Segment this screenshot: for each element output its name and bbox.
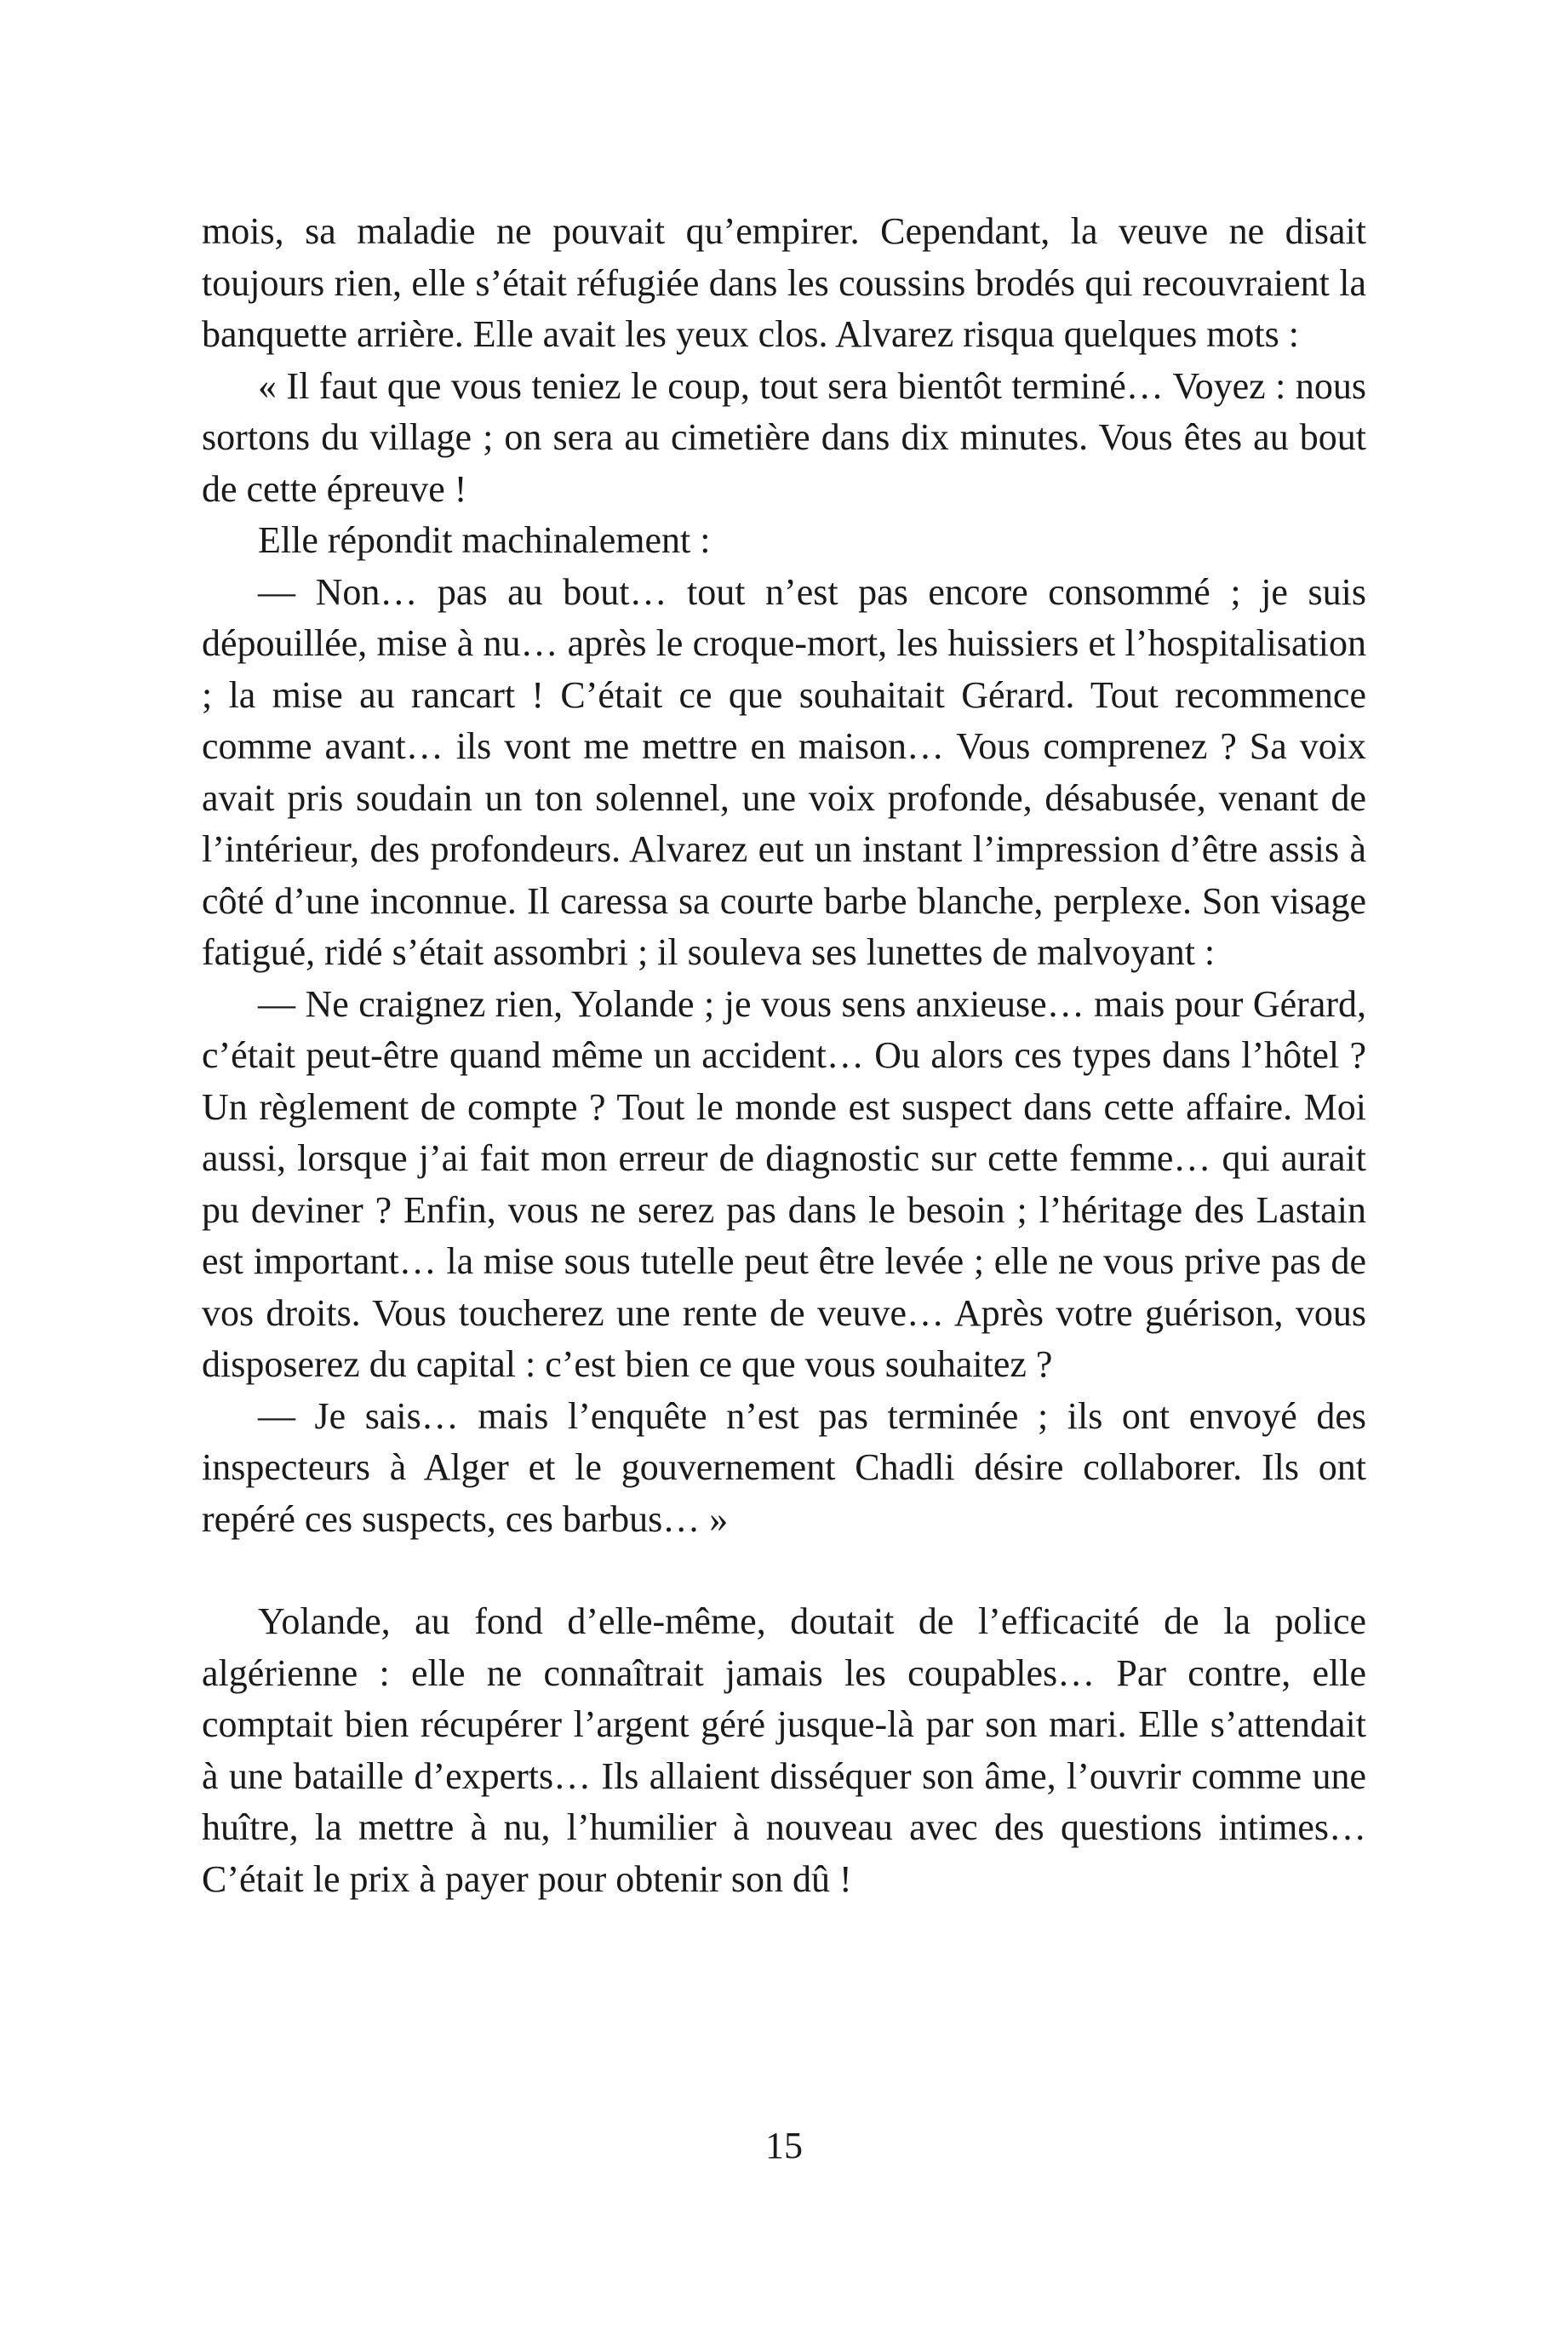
- paragraph-narration: Yolande, au fond d’elle-même, doutait de l’efficacité de la police algérienne : elle ne connaîtrait jamais les coupables… Par contre, elle comptait bien récupérer l’argent géré jusque-là par son mari. Elle s’attendait à une bataille d’experts… Ils allaient disséquer son âme, l’ouvrir comme une huître, la mettre à nu, l’humilier à nouveau avec des questions intimes… C’était le prix à payer pour obtenir son dû !: [202, 1600, 1366, 1900]
- section-break: [202, 1545, 1366, 1596]
- paragraph-dialogue: — Non… pas au bout… tout n’est pas encore consommé ; je suis dépouillée, mise à nu… après le croque-mort, les huissiers et l’hospitalisation ; la mise au rancart ! C’était ce que souhaitait Gérard. Tout recommence comme avant… ils vont me mettre en maison… Vous comprenez ? Sa voix avait pris soudain un ton solennel, une voix profonde, désabusée, venant de l’intérieur, des profondeurs. Alvarez eut un instant l’impression d’être assis à côté d’une inconnue. Il caressa sa courte barbe blanche, perplexe. Son visage fatigué, ridé s’était assombri ; il souleva ses lunettes de malvoyant :: [202, 570, 1366, 973]
- paragraph-dialogue: — Ne craignez rien, Yolande ; je vous sens anxieuse… mais pour Gérard, c’était peut-être quand même un accident… Ou alors ces types dans l’hôtel ? Un règlement de compte ? Tout le monde est suspect dans cette affaire. Moi aussi, lorsque j’ai fait mon erreur de diagnostic sur cette femme… qui aurait pu deviner ? Enfin, vous ne serez pas dans le besoin ; l’héritage des Lastain est important… la mise sous tutelle peut être levée ; elle ne vous prive pas de vos droits. Vous toucherez une rente de veuve… Après votre guérison, vous disposerez du capital : c’est bien ce que vous souhaitez ?: [202, 982, 1366, 1385]
- body-text: [202, 206, 1366, 1905]
- paragraph-narration: Elle répondit machinalement :: [258, 519, 711, 561]
- paragraph-dialogue: « Il faut que vous teniez le coup, tout sera bientôt terminé… Voyez : nous sortons du village ; on sera au cimetière dans dix minutes. Vous êtes au bout de cette épreuve !: [202, 364, 1366, 510]
- paragraph-dialogue: — Je sais… mais l’enquête n’est pas terminée ; ils ont envoyé des inspecteurs à Alger et le gouvernement Chadli désire collaborer. Ils ont repéré ces suspects, ces barbus… »: [202, 1394, 1366, 1540]
- page-number: 15: [765, 2125, 803, 2166]
- paragraph-continuation: mois, sa maladie ne pouvait qu’empirer. Cependant, la veuve ne disait toujours rien, elle s’était réfugiée dans les coussins brodés qui recouvraient la banquette arrière. Elle avait les yeux clos. Alvarez risqua quelques mots :: [202, 210, 1366, 355]
